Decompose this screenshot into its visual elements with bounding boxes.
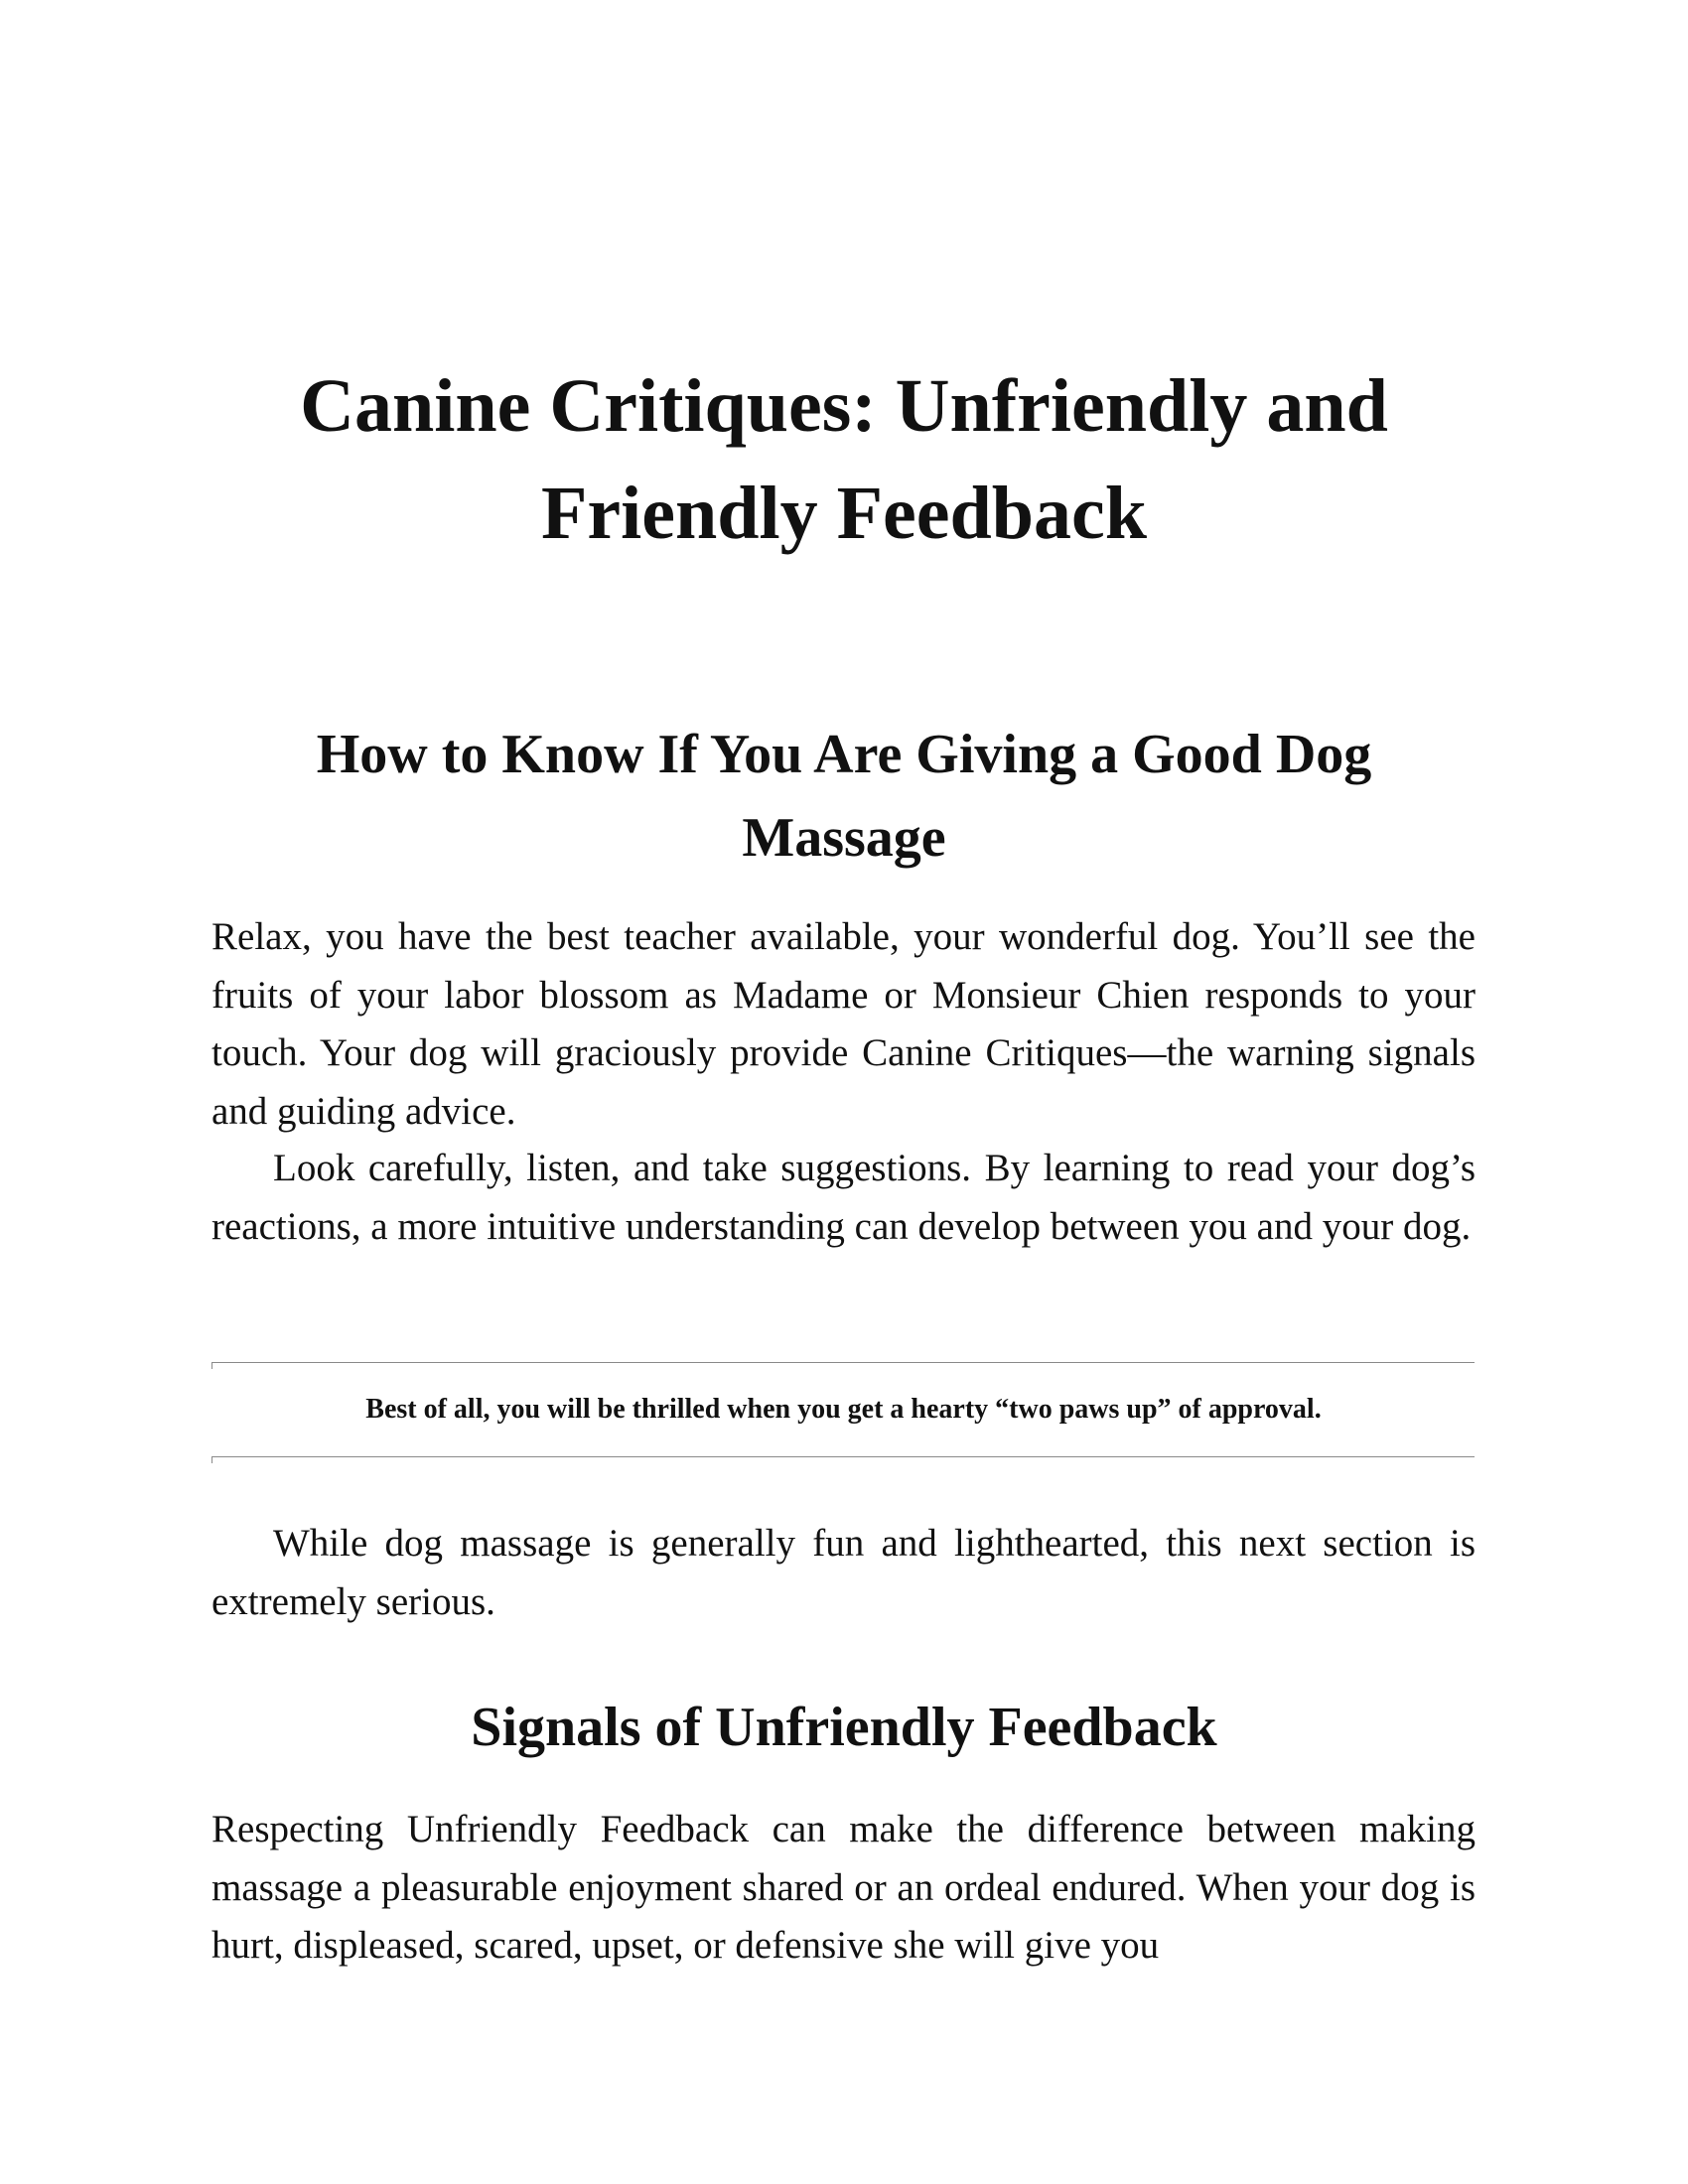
chapter-title-line-2: Friendly Feedback [540, 472, 1148, 555]
callout-top-rule [211, 1362, 1475, 1363]
section-heading-line-2: Massage [742, 807, 946, 869]
chapter-title-line-1: Canine Critiques: Unfriendly and [300, 364, 1388, 448]
callout-quote: Best of all, you will be thrilled when you get a hearty “two paws up” of approval. [365, 1394, 1322, 1425]
callout-bottom-rule [211, 1456, 1475, 1457]
paragraph-look-carefully: Look carefully, listen, and take suggestions. By learning to read your dog’s reactions, a more intuitive understanding can develop between you and your dog. [211, 1147, 1476, 1248]
section-heading-line-1: How to Know If You Are Giving a Good Dog [316, 724, 1372, 785]
section-heading-unfriendly-feedback: Signals of Unfriendly Feedback [471, 1697, 1217, 1758]
paragraph-serious-section: While dog massage is generally fun and lighthearted, this next section is extremely serious. [211, 1522, 1476, 1623]
paragraph-best-teacher: Relax, you have the best teacher available, your wonderful dog. You’ll see the fruits of your labor blossom as Madame or Monsieur Chien responds to your touch. Your dog will graciously provide Canine Critiques—the warning signals and guiding advice. [211, 915, 1476, 1133]
paragraph-respecting-feedback: Respecting Unfriendly Feedback can make the difference between making massage a pleasurable enjoyment shared or an ordeal endured. When your dog is hurt, displeased, scared, upset, or defensive she will give you [211, 1808, 1476, 1967]
section-heading-good-massage [199, 713, 1489, 880]
chapter-title [199, 352, 1489, 567]
